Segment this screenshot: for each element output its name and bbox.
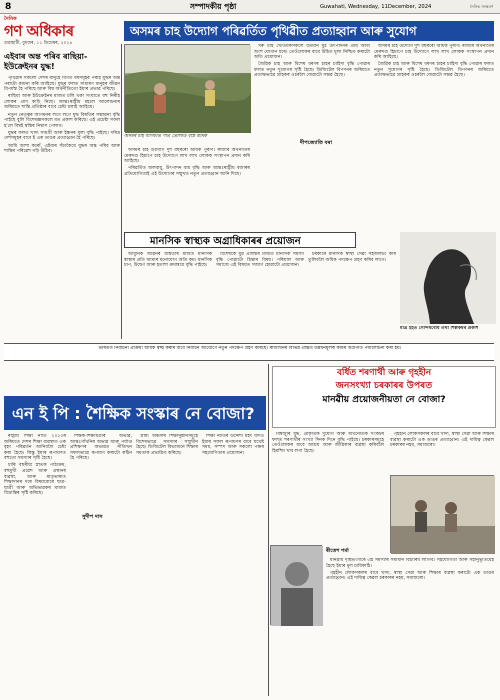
paragraph: সৰু চাহ খেতিয়কসকলে বৰ্তমান মুঠ উৎপাদনৰ প্ৰায় আধা অংশ যোগান ধৰে। তেওঁলোকৰ বাবে উচিত মূল্য নিশ্চিত কৰাটো অতি প্ৰয়োজন। <box>254 44 370 61</box>
refugee-title-line2: জনসংখ্যা চৰকাৰৰ উপৰত <box>335 380 433 391</box>
paragraph: চাৰি বছৰীয়া স্নাতক পাঠ্যক্ৰম, বহুমুখী প্ৰৱেশ আৰু প্ৰস্থানৰ ব্যৱস্থা, আৰু মাতৃভাষাত শিক্ষাদানৰ দৰে বিষয়বোৰে ছাত্ৰ-ছাত্ৰী আৰু অভিভাৱকৰ মাজত বিভ্ৰান্তিৰ সৃষ্টি কৰিছে। <box>4 463 66 497</box>
paragraph: যুদ্ধৰ ফলত খাদ্য সামগ্ৰী আৰু ইন্ধনৰ মূল্য বৃদ্ধি পাইছে। দৰিদ্ৰ দেশসমূহৰ বাবে ই এক ডাঙৰ প্ৰত্যাহ্বান হৈ পৰিছে। <box>4 130 120 142</box>
editorial-body <box>4 76 120 338</box>
nep-body-col3 <box>136 434 198 696</box>
paragraph: জৈৱিক চাহ আৰু বিশেষ ধৰণৰ চাহৰ চাহিদা বৃদ্ধি পোৱাৰ ফলত নতুন সুযোগৰ সৃষ্টি হৈছে। ডিজিটেল বিপণনৰ জৰিয়তে প্ৰত্যক্ষভাৱে গ্ৰাহকৰ ওচৰলৈ যোৱাটো সম্ভৱ হৈছে। <box>374 62 494 79</box>
mental-health-body-col1 <box>124 252 212 340</box>
editorial-title: এইবাৰ অন্ত পৰিব ৰাছিয়া-ইউক্ৰেইনৰ যুদ্ধ! <box>4 52 88 71</box>
nep-body-col2 <box>70 434 132 696</box>
refugee-author: ৰীতেশ শৰ্মা <box>326 548 349 554</box>
paragraph: গ্ৰাম্য অঞ্চলৰ শিক্ষানুষ্ঠানসমূহে বিশেষভাৱে সমস্যাৰ সন্মুখীন হৈছে। ডিজিটেল বিভাজনে শিক্ষাৰ সমতাক প্ৰভাৱিত কৰিছে। <box>136 434 198 456</box>
paragraph: গৃহহীন লোকসকলৰ বাবে খাদ্য, স্বাস্থ্য সেৱা আৰু শিক্ষাৰ ব্যৱস্থা কৰাটো এক ডাঙৰ প্ৰত্যাহ্বান। এই দায়িত্ব কেৱল চৰকাৰৰ নহয়, সমাজৰো। <box>326 570 494 582</box>
nep-body-col1 <box>4 434 66 696</box>
paragraph: আধুনিক জীৱনৰ ব্যস্ততাৰ মাজত মানসিক স্বাস্থ্যৰ প্ৰতি আমাৰ মনোযোগ অতি কম। মানসিক চাপ, উদ্বেগ আৰু হতাশা ক্ৰমান্বয়ে বৃদ্ধি পাইছে। <box>124 252 212 269</box>
paragraph: বিশেষকৈ যুৱ প্ৰজন্মৰ মাজত মানসিক সমস্যা বৃদ্ধি পোৱাটো চিন্তাৰ বিষয়। পৰিয়াল আৰু সমাজে এই বিষয়ত সজাগ হোৱাটো প্ৰয়োজন। <box>216 252 304 269</box>
masthead-logo: গণ অধিকাৰ <box>4 22 74 40</box>
woman-silhouette-image <box>400 232 496 324</box>
mental-health-quote: মাত্ৰ ইহঁত সৌন্দৰ্যবোধ তথা শিল্পকৰ্মৰ প্ৰকাশ <box>400 326 479 331</box>
tea-garden-photo <box>124 44 250 132</box>
paragraph: শিক্ষা নীতিৰ উদ্দেশ্য মহৎ যদিও ইয়াৰ সফল ৰূপায়ণৰ বাবে যথেষ্ট সময়, সম্পদ আৰু সকলো পক্ষৰ সহযোগিতাৰ প্ৰয়োজন। <box>202 434 264 456</box>
refugee-title-line1: বৰ্ধিত শৰণাৰ্থী আৰু গৃহহীন <box>336 368 432 378</box>
author-photo <box>270 545 322 625</box>
paragraph: নতুন নেতৃত্বৰ আগমনৰ লগে লগে যুদ্ধ বিৰতিৰ সম্ভাৱনা বৃদ্ধি পাইছে বুলি বিশেষজ্ঞসকলে মত প্ৰকাশ কৰিছে। এই প্ৰচেষ্টা সফল হ'লে বিশ্বই স্বস্তিৰ নিশ্বাস পেলাব। <box>4 112 120 129</box>
paragraph: পৰিৱৰ্তিত জলবায়ু, উৎপাদন ব্যয় বৃদ্ধি আৰু আন্তঃৰাষ্ট্ৰীয় বজাৰৰ প্ৰতিযোগিতাই এই উদ্যোগৰ সন্মুখত নতুন প্ৰত্যাহ্বান আনি দিছে। <box>124 166 250 177</box>
paragraph: পৃথিৱীৰ সকলো দেশৰ মানুহে বিগত বৰ্ষসমূহৰ পৰাই যুদ্ধৰ অন্ত পৰাটো কামনা কৰি আহিছে। যুদ্ধৰ ফলত সাধাৰণ মানুহৰ জীৱন বিপৰ্যস্ত হৈ পৰিছে আৰু বিশ্ব অৰ্থনীতিতো ইয়াৰ প্ৰভাৱ পৰিছে। <box>4 76 120 93</box>
masthead-issue-line: গুৱাহাটী, বুধবাৰ, ১১ ডিচেম্বৰ, ২০২৪ <box>4 41 73 46</box>
paragraph: ৰাছিয়া আৰু ইউক্ৰেইনৰ মাজত চলি থকা সংঘাতে বহু নিৰীহ লোকৰ প্ৰাণ কাঢ়ি নিছে। আন্তঃৰাষ্ট্ৰীয় মহলে আলোচনাৰ জৰিয়তে শান্তি প্ৰতিষ্ঠাৰ বাবে চেষ্টা চলাই আহিছে। <box>4 94 120 111</box>
tea-article-body-col1 <box>124 148 250 230</box>
paragraph: অসমৰ চাহ উদ্যোগ দুশ বছৰৰো অধিক পুৰণি। ৰাজ্যৰ অৰ্থনীতিৰ মেৰুদণ্ড হিচাপে চাহ উদ্যোগে লাখ লাখ লোকক সংস্থাপন প্ৰদান কৰি আহিছে। <box>374 44 494 61</box>
main-banner-title: অসমৰ চাহ উদ্যোগ পৰিৱৰ্তিত পৃথিৱীত প্ৰত্যাহ্বান আৰু সুযোগ <box>130 24 417 38</box>
refugee-title-line3: মানৱীয় প্ৰয়োজনীয়তা নে বোজা? <box>322 394 446 405</box>
breaking-news-text: ভাৰতত নিৰ্বাচনী প্ৰক্ৰিয়া অধিক স্বচ্ছ কৰাৰ বাবে নিৰ্বাচন আয়োগে নতুন পদক্ষেপ গ্ৰহণ কৰিছে। ৰাজ্যখনৰ বিভিন্ন প্ৰান্তত উন্নয়নমূলক কামৰ অগ্ৰগতি পৰ্যালোচনা কৰা হয়। <box>98 346 402 351</box>
refugee-illustration <box>391 476 495 554</box>
paragraph: মানৱীয় দৃষ্টিভংগীৰে এই সমস্যাৰ সমাধান বিচাৰিব লাগিব। সহযোগিতা আৰু সহানুভূতিয়েই হৈছে ইয়াৰ মূল চাবিকাঠি। <box>326 558 494 569</box>
nep-body-col4 <box>202 434 264 696</box>
paragraph: গৃহহীন লোকসকলৰ বাবে খাদ্য, স্বাস্থ্য সেৱা আৰু শিক্ষাৰ ব্যৱস্থা কৰাটো এক ডাঙৰ প্ৰত্যাহ্বান। এই দায়িত্ব কেৱল চৰকাৰৰ নহয়, সমাজৰো। <box>390 432 494 449</box>
refugee-body-col1 <box>272 432 384 542</box>
refugee-body-col3 <box>326 558 494 696</box>
section-title: সম্পাদকীয় পৃষ্ঠা <box>190 2 237 11</box>
column-divider <box>268 364 269 696</box>
nep-title: এন ই পি : শৈক্ষিক সংস্কাৰ নে বোজা? <box>12 404 255 423</box>
paragraph: ৰাষ্ট্ৰীয় শিক্ষা নীতি ২০২০ৰ জৰিয়তে দেশৰ শিক্ষা ব্যৱস্থাত এক বৃহৎ পৰিৱৰ্তন আনিবলৈ চেষ্টা কৰা হৈছে। কিন্তু ইয়াৰ ৰূপায়ণত বহুতো সমস্যাৰ সৃষ্টি হৈছে। <box>4 434 66 462</box>
paragraph: অসমৰ চাহ উদ্যোগ দুশ বছৰৰো অধিক পুৰণি। ৰাজ্যৰ অৰ্থনীতিৰ মেৰুদণ্ড হিচাপে চাহ উদ্যোগে লাখ লাখ লোকক সংস্থাপন প্ৰদান কৰি আহিছে। <box>124 148 250 165</box>
paragraph: শিক্ষক-শিক্ষয়িত্ৰীৰ অভাৱ, আন্তঃগাঁথনিৰ অভাৱ আৰু পৰ্যাপ্ত প্ৰশিক্ষণৰ অভাৱত নীতিখন সফলভাৱে ৰূপায়ণ কৰাটো কঠিন হৈ পৰিছে। <box>70 434 132 462</box>
tea-garden-illustration <box>125 45 251 133</box>
refugee-body-col2 <box>390 432 494 472</box>
nep-author: সুদীপ দাস <box>82 514 103 520</box>
tea-article-body-col3 <box>374 44 494 230</box>
silhouette-illustration <box>400 232 496 324</box>
paragraph: আমি আশা কৰোঁ, এইবাৰ সঁচাকৈয়ে যুদ্ধৰ অন্ত পৰিব আৰু শান্তিৰ পৰিৱেশ গঢ়ি উঠিব। <box>4 143 120 155</box>
tea-article-body-col2 <box>254 44 370 230</box>
refugee-photo <box>390 475 494 553</box>
mental-health-body-col2 <box>216 252 304 340</box>
paragraph: জৈৱিক চাহ আৰু বিশেষ ধৰণৰ চাহৰ চাহিদা বৃদ্ধি পোৱাৰ ফলত নতুন সুযোগৰ সৃষ্টি হৈছে। ডিজিটেল বিপণনৰ জৰিয়তে প্ৰত্যক্ষভাৱে গ্ৰাহকৰ ওচৰলৈ যোৱাটো সম্ভৱ হৈছে। <box>254 62 370 79</box>
tea-article-author: দীপজ্যোতি বৰা <box>300 140 332 146</box>
paragraph: চৰকাৰে মানসিক স্বাস্থ্য সেৱা সহজলভ্য কৰি তুলিবলৈ অধিক পদক্ষেপ গ্ৰহণ কৰিব লাগে। <box>308 252 396 263</box>
paragraph: বিশ্বজুৰি যুদ্ধ, প্ৰাকৃতিক দুৰ্যোগ আৰু অৰ্থনৈতিক সংকটৰ ফলত শৰণাৰ্থীৰ সংখ্যা দিনক দিনে বৃদ্ধি পাইছে। চৰকাৰসমূহে তেওঁলোকৰ বাবে আশ্ৰয় আৰু জীৱিকাৰ ব্যৱস্থা কৰিবলৈ হিমশিম খাব লগা হৈছে। <box>272 432 384 454</box>
masthead-daily-label: দৈনিক <box>4 16 17 22</box>
column-divider <box>121 44 122 339</box>
dateline: Guwahati, Wednesday, 11December, 2024 <box>320 4 432 10</box>
tea-photo-caption: অসমৰ চাহ বাগিচাত পাত তোলাত ব্যস্ত শ্ৰমিক <box>124 134 207 139</box>
mental-health-body-col3 <box>308 252 396 340</box>
mental-health-title: মানসিক স্বাস্থ্যক অগ্ৰাধিকাৰৰ প্ৰয়োজন <box>150 236 301 247</box>
author-portrait <box>271 546 323 626</box>
page-number: 8 <box>5 2 12 12</box>
corner-note: দৈনিক সংস্কৰণ <box>470 4 494 9</box>
